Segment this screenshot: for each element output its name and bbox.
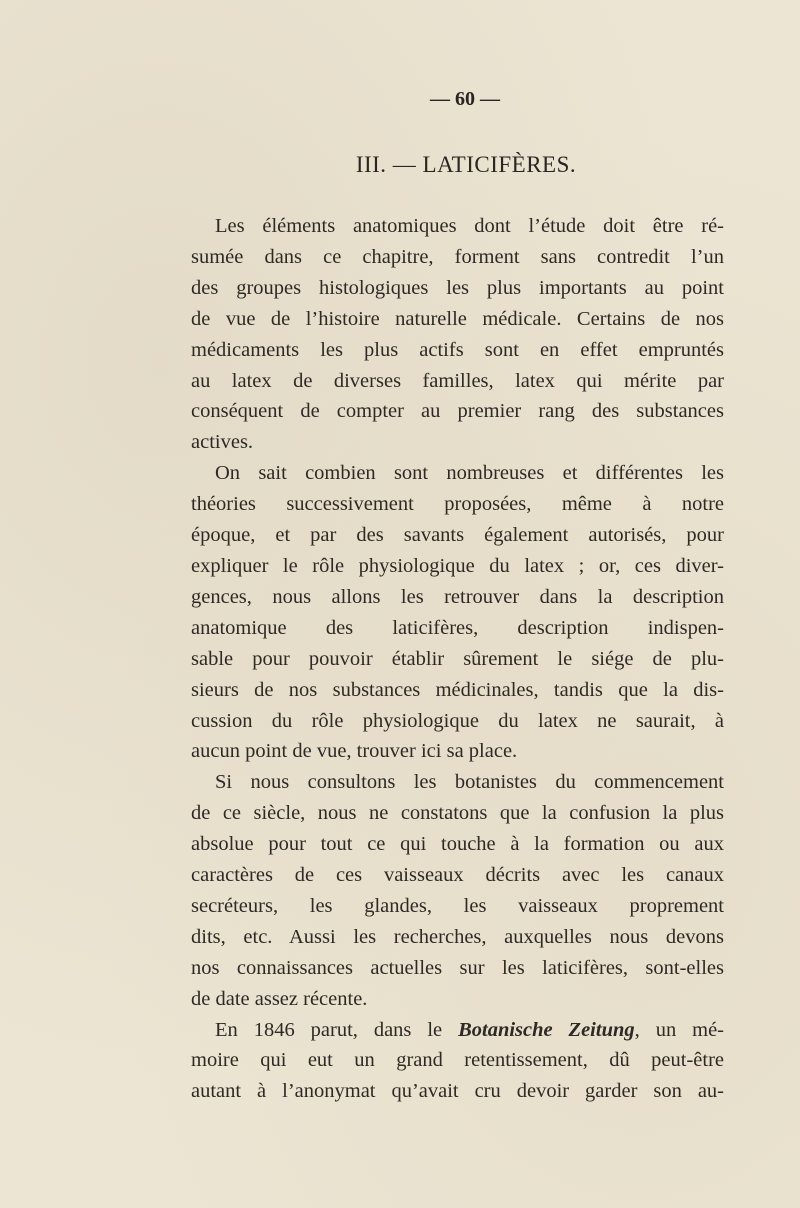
text-line: On sait combien sont nombreuses et différentes les (215, 462, 724, 485)
text-line: sable pour pouvoir établir sûrement le siége de plu- (191, 647, 724, 670)
text-line: de ce siècle, nous ne constatons que la confusion la plus (191, 802, 724, 825)
text-line: sumée dans ce chapitre, forment sans contredit l’un (191, 245, 724, 268)
text-line: Les éléments anatomiques dont l’étude doit être ré- (215, 215, 724, 237)
text-line: expliquer le rôle physiologique du latex ; or, ces diver- (191, 554, 724, 577)
text-line: Si nous consultons les botanistes du commencement (215, 771, 724, 794)
text-line: théories successivement proposées, même à notre (191, 493, 724, 516)
text-line: médicaments les plus actifs sont en effet empruntés (191, 338, 724, 361)
text-fragment: En 1846 parut, dans le (215, 1018, 459, 1041)
text-line: moire qui eut un grand retentissement, dû peut-être (191, 1049, 724, 1072)
section-heading: III. — LATICIFÈRES. (355, 152, 577, 177)
text-line: actives. (191, 431, 254, 454)
text-line: au latex de diverses familles, latex qui mérite par (191, 369, 724, 392)
text-line: secréteurs, les glandes, les vaisseaux proprement (191, 894, 724, 917)
text-line: dits, etc. Aussi les recherches, auxquelles nous devons (191, 925, 724, 948)
text-line: absolue pour tout ce qui touche à la formation ou aux (191, 833, 724, 856)
text-line: sieurs de nos substances médicinales, tandis que la dis- (191, 678, 724, 701)
text-line: autant à l’anonymat qu’avait cru devoir garder son au- (191, 1080, 724, 1103)
text-line: des groupes histologiques les plus importants au point (191, 276, 724, 299)
text-line: aucun point de vue, trouver ici sa place. (191, 740, 518, 763)
text-line: de date assez récente. (191, 987, 368, 1010)
text-line: gences, nous allons les retrouver dans la description (191, 585, 724, 608)
page-number: — 60 — (430, 88, 500, 110)
text-line: conséquent de compter au premier rang des substances (191, 400, 724, 423)
text-line: cussion du rôle physiologique du latex ne saurait, à (191, 709, 724, 732)
body-text (191, 211, 724, 1107)
text-fragment: , un mé- (634, 1018, 724, 1041)
text-line: de vue de l’histoire naturelle médicale. Certains de nos (191, 307, 724, 330)
text-line: anatomique des laticifères, description indispen- (191, 616, 724, 639)
text-line: caractères de ces vaisseaux décrits avec les canaux (191, 864, 724, 887)
journal-title: Botanische Zeitung (458, 1018, 635, 1041)
text-line: époque, et par des savants également autorisés, pour (191, 524, 724, 547)
text-line: nos connaissances actuelles sur les laticifères, sont-elles (191, 956, 724, 979)
text-line (191, 1015, 724, 1046)
